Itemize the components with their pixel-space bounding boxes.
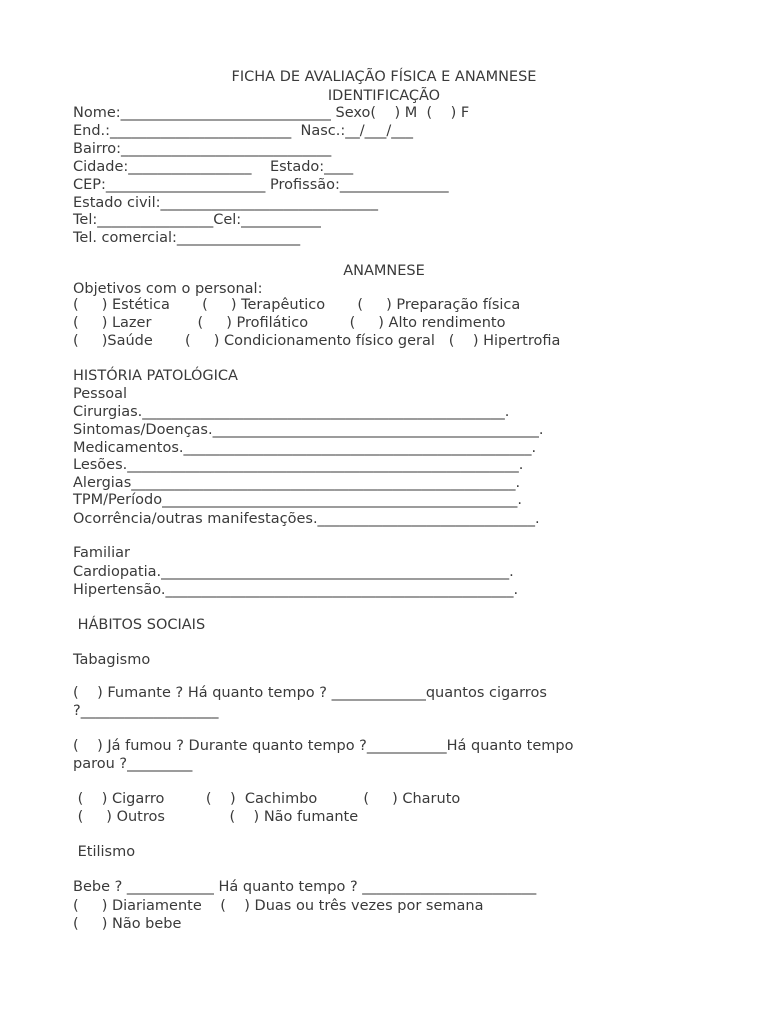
- frequencia-row-2[interactable]: ( ) Não bebe: [73, 916, 182, 932]
- tel-comercial-line[interactable]: Tel. comercial:_________________: [73, 230, 301, 246]
- section-historia-title: HISTÓRIA PATOLÓGICA: [73, 368, 238, 384]
- section-anamnese-title: ANAMNESE: [343, 263, 425, 279]
- fumante-line-2[interactable]: ?___________________: [73, 703, 219, 719]
- tabagismo-label: Tabagismo: [73, 652, 151, 668]
- section-habitos-title: HÁBITOS SOCIAIS: [73, 617, 206, 633]
- objetivos-label: Objetivos com o personal:: [73, 281, 263, 297]
- bairro-line[interactable]: Bairro:_____________________________: [73, 141, 332, 157]
- lesoes-line[interactable]: Lesões.______________________________________________________.: [73, 457, 524, 473]
- objetivos-options-row-1[interactable]: ( ) Estética ( ) Terapêutico ( ) Preparação física: [73, 297, 521, 313]
- familiar-label: Familiar: [73, 545, 130, 561]
- tipo-tabaco-row-1[interactable]: ( ) Cigarro ( ) Cachimbo ( ) Charuto: [73, 791, 461, 807]
- hipertensao-line[interactable]: Hipertensão.________________________________________________.: [73, 582, 519, 598]
- sintomas-line[interactable]: Sintomas/Doenças._____________________________________________.: [73, 422, 544, 438]
- section-identificacao-title: IDENTIFICAÇÃO: [327, 88, 441, 104]
- tel-cel-line[interactable]: Tel:________________Cel:___________: [73, 212, 321, 228]
- tpm-line[interactable]: TPM/Período_________________________________________________.: [73, 492, 522, 508]
- cep-profissao-line[interactable]: CEP:______________________ Profissão:_______________: [73, 177, 449, 193]
- frequencia-row-1[interactable]: ( ) Diariamente ( ) Duas ou três vezes por semana: [73, 898, 484, 914]
- tipo-tabaco-row-2[interactable]: ( ) Outros ( ) Não fumante: [73, 809, 359, 825]
- nome-sexo-line[interactable]: Nome:_____________________________ Sexo( ) M ( ) F: [73, 105, 470, 121]
- bebe-line[interactable]: Bebe ? ____________ Há quanto tempo ? ________________________: [73, 879, 537, 895]
- ja-fumou-line-1[interactable]: ( ) Já fumou ? Durante quanto tempo ?___________Há quanto tempo: [73, 738, 574, 754]
- ocorrencia-line[interactable]: Ocorrência/outras manifestações.______________________________.: [73, 511, 540, 527]
- etilismo-label: Etilismo: [73, 844, 136, 860]
- ja-fumou-line-2[interactable]: parou ?_________: [73, 756, 193, 772]
- endereco-nascimento-line[interactable]: End.:_________________________ Nasc.:__/___/___: [73, 123, 414, 139]
- medicamentos-line[interactable]: Medicamentos.________________________________________________.: [73, 440, 537, 456]
- fumante-line-1[interactable]: ( ) Fumante ? Há quanto tempo ? _____________quantos cigarros: [73, 685, 547, 701]
- pessoal-label: Pessoal: [73, 386, 128, 402]
- alergias-line[interactable]: Alergias_____________________________________________________.: [73, 475, 521, 491]
- cardiopatia-line[interactable]: Cardiopatia.________________________________________________.: [73, 564, 514, 580]
- objetivos-options-row-2[interactable]: ( ) Lazer ( ) Profilático ( ) Alto rendimento: [73, 315, 506, 331]
- cirurgias-line[interactable]: Cirurgias.__________________________________________________.: [73, 404, 510, 420]
- estado-civil-line[interactable]: Estado civil:______________________________: [73, 195, 378, 211]
- cidade-estado-line[interactable]: Cidade:_________________ Estado:____: [73, 159, 354, 175]
- form-title: FICHA DE AVALIAÇÃO FÍSICA E ANAMNESE: [231, 69, 537, 85]
- objetivos-options-row-3[interactable]: ( )Saúde ( ) Condicionamento físico geral ( ) Hipertrofia: [73, 333, 561, 349]
